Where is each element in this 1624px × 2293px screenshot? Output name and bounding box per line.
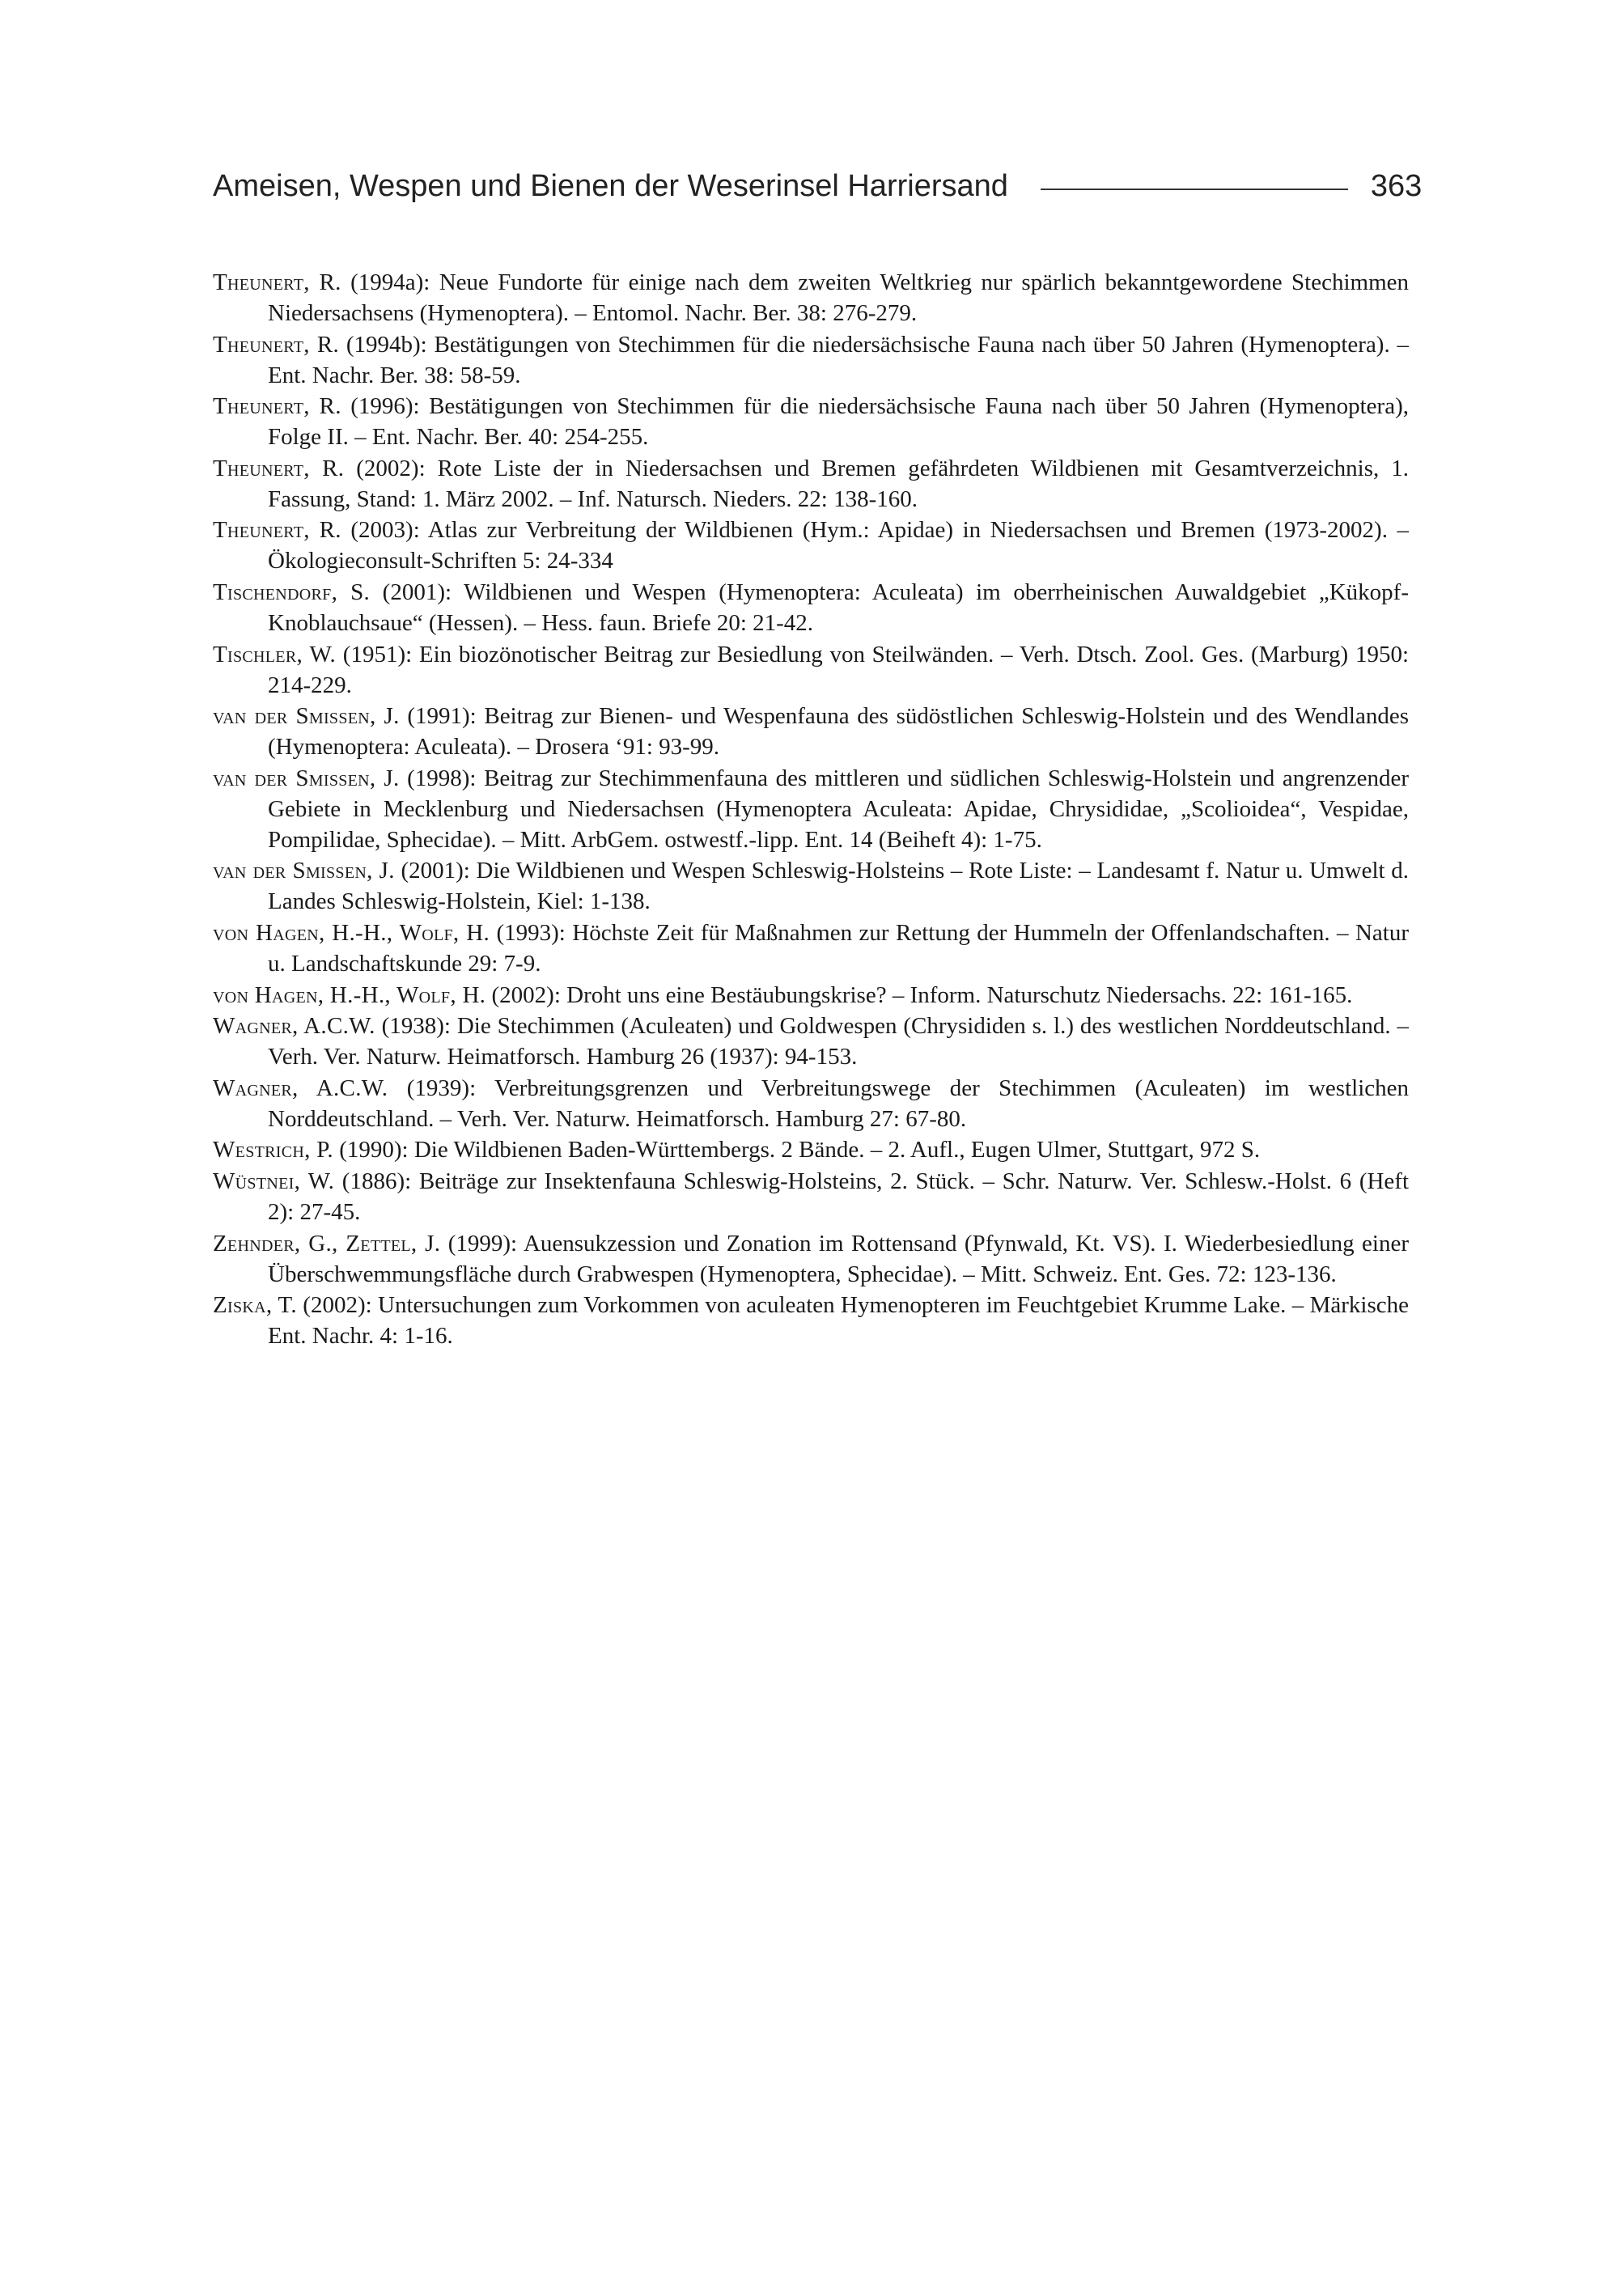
reference-entry [213, 329, 1409, 391]
reference-text: (1994b): Bestätigungen von Stechimmen für die niedersächsische Fauna nach über 50 Jahren (Hymenoptera). – Ent. Nachr. Ber. 38: 58-59. [268, 331, 1409, 388]
reference-text: (1998): Beitrag zur Stechimmenfauna des mittleren und südlichen Schleswig-Holstein und angrenzender Gebiete in Mecklenburg und Niedersachsen (Hymenoptera Aculeata: Apidae, Chrysididae, „Scolioidea“, Vespidae, Pompilidae, Sphecidae). – Mitt. ArbGem. ostwestf.-lipp. Ent. 14 (Beiheft 4): 1-75. [268, 765, 1410, 853]
reference-text: (1938): Die Stechimmen (Aculeaten) und Goldwespen (Chrysididen s. l.) des westlichen Norddeutschland. – Verh. Ver. Naturw. Heimatforsch. Hamburg 26 (1937): 94-153. [268, 1013, 1410, 1070]
reference-entry [213, 577, 1409, 638]
reference-text: (2002): Droht uns eine Bestäubungskrise? – Inform. Naturschutz Niedersachs. 22: 161-165. [486, 981, 1353, 1008]
reference-author: Westrich, P. [213, 1137, 333, 1163]
reference-text: (1993): Höchste Zeit für Maßnahmen zur Rettung der Hummeln der Offenlandschaften. – Natur u. Landschaftskunde 29: 7-9. [268, 919, 1409, 977]
reference-text: (1991): Beitrag zur Bienen- und Wespenfauna des südöstlichen Schleswig-Holstein und des Wendlandes (Hymenoptera: Aculeata). – Drosera ‘91: 93-99. [268, 703, 1409, 761]
reference-text: (1886): Beiträge zur Insektenfauna Schleswig-Holsteins, 2. Stück. – Schr. Naturw. Ver. Schlesw.-Holst. 6 (Heft 2): 27-45. [268, 1168, 1410, 1225]
reference-entry [213, 453, 1409, 515]
reference-entry [213, 1290, 1409, 1351]
reference-author: von Hagen, H.-H., Wolf, H. [213, 919, 490, 946]
reference-author: van der Smissen, J. [213, 858, 395, 884]
reference-entry [213, 918, 1409, 979]
header-rule [1041, 189, 1348, 190]
reference-author: van der Smissen, J. [213, 765, 400, 791]
reference-text: (2001): Die Wildbienen und Wespen Schleswig-Holsteins – Rote Liste: – Landesamt f. Natur u. Umwelt d. Landes Schleswig-Holstein, Kiel: 1-138. [268, 858, 1409, 915]
reference-text: (1939): Verbreitungsgrenzen und Verbreitungswege der Stechimmen (Aculeaten) im westlichen Norddeutschland. – Verh. Ver. Naturw. Heimatforsch. Hamburg 27: 67-80. [268, 1074, 1409, 1132]
reference-text: (2002): Rote Liste der in Niedersachsen und Bremen gefährdeten Wildbienen mit Gesamtverzeichnis, 1. Fassung, Stand: 1. März 2002. – Inf. Natursch. Nieders. 22: 138-160. [268, 455, 1409, 512]
reference-entry [213, 639, 1409, 701]
reference-entry [213, 267, 1409, 328]
reference-author: Theunert, R. [213, 455, 345, 481]
running-head [213, 162, 1423, 210]
reference-author: Theunert, R. [213, 393, 341, 420]
reference-entry [213, 763, 1409, 855]
reference-text: (1996): Bestätigungen von Stechimmen für die niedersächsische Fauna nach über 50 Jahren (Hymenoptera), Folge II. – Ent. Nachr. Ber. 40: 254-255. [268, 393, 1409, 451]
reference-author: Wüstnei, W. [213, 1168, 335, 1194]
reference-entry [213, 391, 1409, 452]
reference-author: Wagner, A.C.W. [213, 1074, 388, 1101]
reference-entry [213, 1011, 1409, 1072]
reference-author: Tischendorf, S. [213, 579, 371, 605]
reference-entry [213, 515, 1409, 576]
reference-list [213, 267, 1409, 1352]
reference-author: Wagner, A.C.W. [213, 1013, 375, 1040]
reference-entry [213, 701, 1409, 762]
reference-text: (1990): Die Wildbienen Baden-Württembergs. 2 Bände. – 2. Aufl., Eugen Ulmer, Stuttgart, 972 S. [333, 1137, 1261, 1163]
reference-text: (2003): Atlas zur Verbreitung der Wildbienen (Hym.: Apidae) in Niedersachsen und Bremen (1973-2002). – Ökologieconsult-Schriften 5: 24-334 [268, 517, 1409, 574]
reference-entry [213, 1073, 1409, 1134]
reference-text: (1994a): Neue Fundorte für einige nach dem zweiten Weltkrieg nur spärlich bekanntgewordene Stechimmen Niedersachsens (Hymenoptera). – Entomol. Nachr. Ber. 38: 276-279. [268, 269, 1409, 326]
reference-author: Zehnder, G., Zettel, J. [213, 1230, 441, 1257]
reference-entry [213, 980, 1409, 1011]
page-number: 363 [1370, 168, 1423, 203]
reference-entry [213, 1134, 1409, 1165]
reference-entry [213, 1228, 1409, 1290]
running-title: Ameisen, Wespen und Bienen der Weserinsel Harriersand [213, 168, 1008, 203]
reference-author: von Hagen, H.-H., Wolf, H. [213, 981, 486, 1008]
reference-author: Theunert, R. [213, 517, 341, 544]
reference-author: Theunert, R. [213, 331, 340, 358]
reference-text: (2002): Untersuchungen zum Vorkommen von aculeaten Hymenopteren im Feuchtgebiet Krumme Lake. – Märkische Ent. Nachr. 4: 1-16. [268, 1292, 1410, 1350]
reference-entry [213, 1166, 1409, 1227]
reference-text: (1951): Ein biozönotischer Beitrag zur Besiedlung von Steilwänden. – Verh. Dtsch. Zool. Ges. (Marburg) 1950: 214-229. [268, 641, 1409, 698]
reference-author: Theunert, R. [213, 269, 341, 295]
reference-author: Tischler, W. [213, 641, 337, 668]
reference-author: Ziska, T. [213, 1292, 297, 1319]
reference-text: (2001): Wildbienen und Wespen (Hymenoptera: Aculeata) im oberrheinischen Auwaldgebiet „Kükopf-Knoblauchsaue“ (Hessen). – Hess. faun. Briefe 20: 21-42. [268, 579, 1409, 636]
reference-entry [213, 855, 1409, 917]
reference-text: (1999): Auensukzession und Zonation im Rottensand (Pfynwald, Kt. VS). I. Wiederbesiedlung einer Überschwemmungsfläche durch Grabwespen (Hymenoptera, Sphecidae). – Mitt. Schweiz. Ent. Ges. 72: 123-136. [268, 1230, 1410, 1287]
reference-author: van der Smissen, J. [213, 703, 400, 730]
